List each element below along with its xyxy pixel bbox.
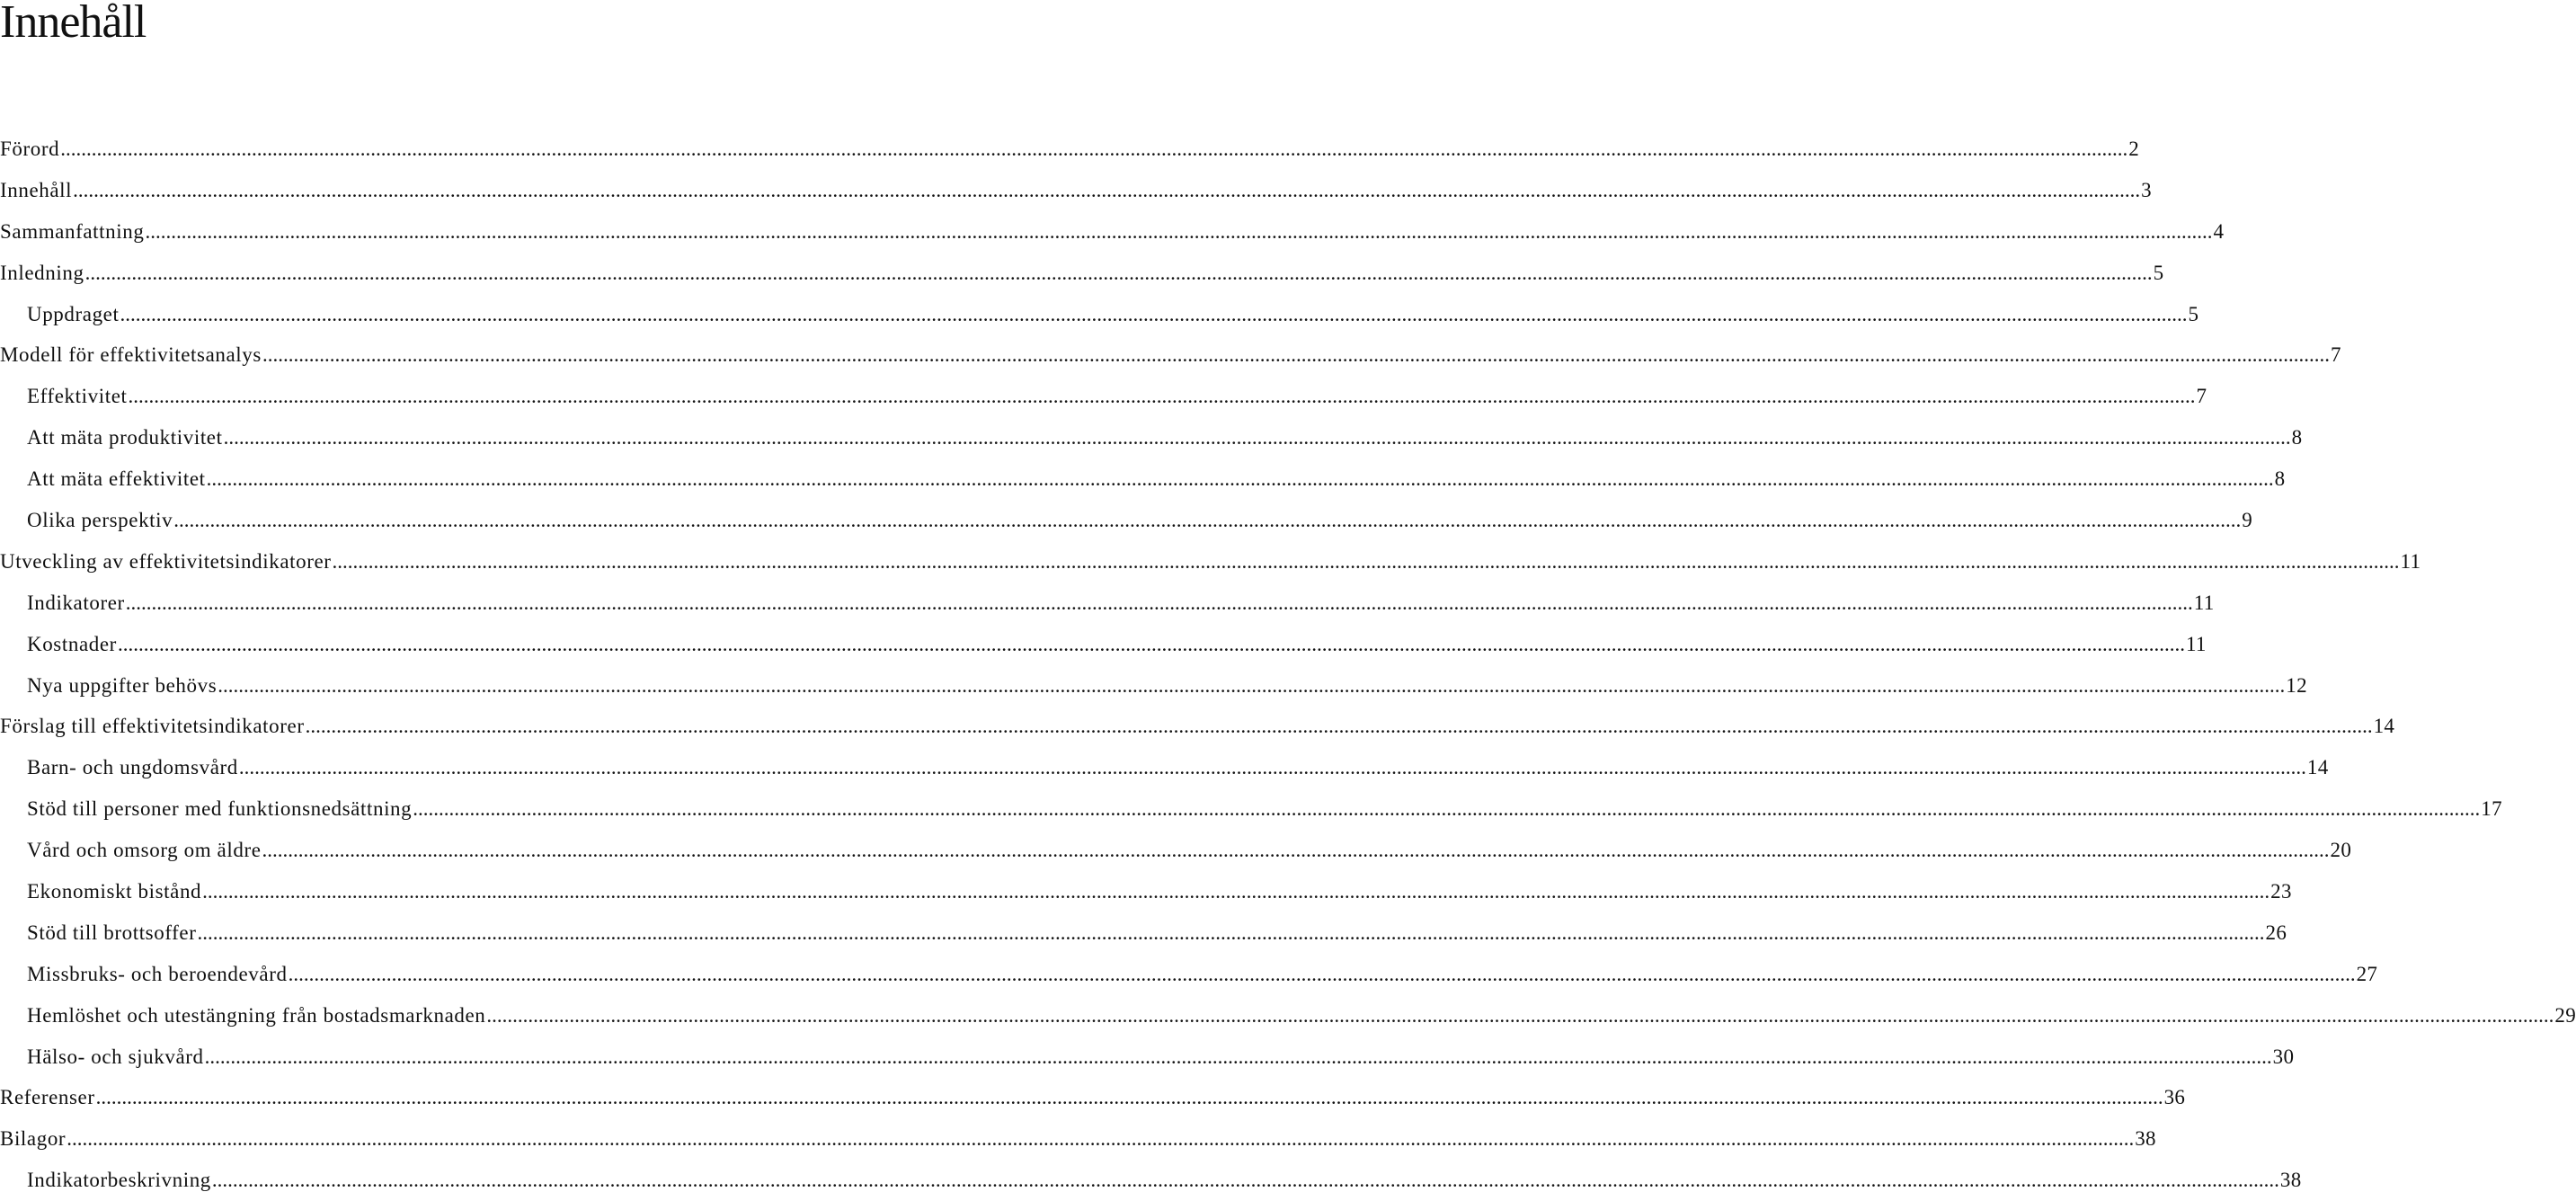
toc-entry-label: Modell för effektivitetsanalys <box>0 343 262 367</box>
toc-entry[interactable] <box>0 500 2253 541</box>
toc-entry-label: Olika perspektiv <box>27 509 173 532</box>
toc-entry[interactable] <box>0 1160 2302 1201</box>
toc-entry[interactable] <box>0 1077 2186 1118</box>
toc-entry-label: Hemlöshet och utestängning från bostadsmarknaden <box>27 1003 486 1027</box>
toc-entry[interactable] <box>0 706 2395 747</box>
toc-entry[interactable] <box>0 129 2140 170</box>
toc-leader-dots: ................................................................................................................................................................................................................................................................................................................................................................................................................ <box>305 715 2373 738</box>
toc-entry[interactable] <box>0 376 2207 417</box>
toc-entry-page-number: 7 <box>2196 385 2207 408</box>
toc-entry-label: Vård och omsorg om äldre <box>27 839 262 862</box>
toc-entry[interactable] <box>0 1118 2156 1160</box>
toc-entry[interactable] <box>0 458 2286 500</box>
page-title: Innehåll <box>0 0 147 48</box>
toc-entry-label: Utveckling av effektivitetsindikatorer <box>0 549 332 573</box>
toc-entry-page-number: 11 <box>2185 632 2207 655</box>
toc-entry-page-number: 20 <box>2330 839 2352 862</box>
toc-entry-label: Att mäta effektivitet <box>27 467 206 491</box>
toc-entry-page-number: 5 <box>2153 261 2164 284</box>
toc-entry[interactable] <box>0 253 2164 294</box>
toc-entry-page-number: 26 <box>2265 921 2287 944</box>
toc-leader-dots: ................................................................................................................................................................................................................................................................................................................................................................................................................ <box>173 509 2242 532</box>
toc-entry[interactable] <box>0 1036 2295 1078</box>
toc-entry-label: Ekonomiskt bistånd <box>27 880 202 903</box>
toc-entry-page-number: 5 <box>2188 302 2199 325</box>
toc-entry-label: Missbruks- och beroendevård <box>27 962 288 985</box>
toc-entry[interactable] <box>0 624 2207 665</box>
toc-entry[interactable] <box>0 417 2303 458</box>
toc-entry[interactable] <box>0 583 2215 624</box>
toc-entry-label: Förslag till effektivitetsindikatorer <box>0 715 305 738</box>
toc-entry-page-number: 8 <box>2291 426 2303 449</box>
table-of-contents <box>0 129 2576 1201</box>
toc-entry-page-number: 11 <box>2400 549 2421 573</box>
toc-entry-page-number: 29 <box>2554 1003 2576 1027</box>
toc-leader-dots: ................................................................................................................................................................................................................................................................................................................................................................................................................ <box>218 673 2286 697</box>
toc-entry-label: Referenser <box>0 1086 95 1109</box>
toc-entry-page-number: 30 <box>2272 1045 2295 1068</box>
toc-entry[interactable] <box>0 954 2378 995</box>
toc-leader-dots: ................................................................................................................................................................................................................................................................................................................................................................................................................ <box>67 1127 2135 1151</box>
toc-entry-page-number: 9 <box>2242 509 2253 532</box>
toc-entry[interactable] <box>0 170 2152 211</box>
toc-entry-page-number: 14 <box>2373 715 2395 738</box>
toc-entry[interactable] <box>0 334 2341 376</box>
toc-entry-label: Indikatorer <box>27 591 125 614</box>
toc-entry-page-number: 4 <box>2213 219 2225 243</box>
toc-entry-label: Barn- och ungdomsvård <box>27 756 238 779</box>
toc-entry-label: Indikatorbeskrivning <box>27 1169 211 1192</box>
toc-leader-dots: ................................................................................................................................................................................................................................................................................................................................................................................................................ <box>486 1003 2554 1027</box>
toc-leader-dots: ................................................................................................................................................................................................................................................................................................................................................................................................................ <box>288 962 2356 985</box>
toc-entry-label: Att mäta produktivitet <box>27 426 223 449</box>
toc-entry-page-number: 12 <box>2286 673 2307 697</box>
toc-entry-label: Uppdraget <box>27 302 120 325</box>
toc-entry-label: Nya uppgifter behövs <box>27 673 218 697</box>
toc-leader-dots: ................................................................................................................................................................................................................................................................................................................................................................................................................ <box>262 839 2330 862</box>
toc-entry-label: Innehåll <box>0 178 73 201</box>
toc-entry-label: Sammanfattning <box>0 219 145 243</box>
toc-entry[interactable] <box>0 995 2576 1036</box>
toc-entry-page-number: 3 <box>2141 178 2152 201</box>
toc-entry-page-number: 36 <box>2163 1086 2186 1109</box>
toc-leader-dots: ................................................................................................................................................................................................................................................................................................................................................................................................................ <box>125 591 2193 614</box>
toc-leader-dots: ................................................................................................................................................................................................................................................................................................................................................................................................................ <box>262 343 2330 367</box>
toc-entry[interactable] <box>0 788 2502 830</box>
toc-leader-dots: ................................................................................................................................................................................................................................................................................................................................................................................................................ <box>95 1086 2163 1109</box>
toc-leader-dots: ................................................................................................................................................................................................................................................................................................................................................................................................................ <box>413 797 2481 821</box>
toc-entry[interactable] <box>0 830 2352 871</box>
toc-entry[interactable] <box>0 912 2287 954</box>
toc-entry-page-number: 8 <box>2274 467 2286 491</box>
toc-leader-dots: ................................................................................................................................................................................................................................................................................................................................................................................................................ <box>238 756 2306 779</box>
toc-leader-dots: ................................................................................................................................................................................................................................................................................................................................................................................................................ <box>120 302 2188 325</box>
toc-entry-label: Stöd till personer med funktionsnedsättning <box>27 797 413 821</box>
toc-entry-page-number: 27 <box>2356 962 2378 985</box>
toc-leader-dots: ................................................................................................................................................................................................................................................................................................................................................................................................................ <box>145 219 2213 243</box>
toc-entry[interactable] <box>0 665 2307 707</box>
toc-entry[interactable] <box>0 211 2225 253</box>
toc-leader-dots: ................................................................................................................................................................................................................................................................................................................................................................................................................ <box>117 632 2185 655</box>
toc-entry-label: Hälso- och sjukvård <box>27 1045 204 1068</box>
toc-leader-dots: ................................................................................................................................................................................................................................................................................................................................................................................................................ <box>84 261 2153 284</box>
toc-entry-label: Kostnader <box>27 632 117 655</box>
toc-entry-page-number: 17 <box>2481 797 2502 821</box>
toc-entry-page-number: 7 <box>2330 343 2341 367</box>
toc-leader-dots: ................................................................................................................................................................................................................................................................................................................................................................................................................ <box>128 385 2196 408</box>
toc-leader-dots: ................................................................................................................................................................................................................................................................................................................................................................................................................ <box>204 1045 2272 1068</box>
toc-entry-page-number: 2 <box>2128 138 2140 160</box>
toc-entry-page-number: 23 <box>2270 880 2292 903</box>
toc-entry-label: Bilagor <box>0 1127 67 1151</box>
toc-entry[interactable] <box>0 541 2421 583</box>
toc-entry-page-number: 14 <box>2306 756 2329 779</box>
toc-entry-page-number: 11 <box>2193 591 2215 614</box>
toc-entry-label: Stöd till brottsoffer <box>27 921 197 944</box>
toc-entry[interactable] <box>0 294 2199 335</box>
toc-entry-label: Förord <box>0 138 60 160</box>
toc-entry[interactable] <box>0 747 2329 788</box>
toc-leader-dots: ................................................................................................................................................................................................................................................................................................................................................................................................................ <box>223 426 2291 449</box>
toc-leader-dots: ................................................................................................................................................................................................................................................................................................................................................................................................................ <box>206 467 2274 491</box>
toc-entry[interactable] <box>0 871 2292 912</box>
toc-entry-page-number: 38 <box>2279 1169 2302 1192</box>
toc-leader-dots: ................................................................................................................................................................................................................................................................................................................................................................................................................ <box>211 1169 2279 1192</box>
toc-leader-dots: ................................................................................................................................................................................................................................................................................................................................................................................................................ <box>202 880 2270 903</box>
toc-leader-dots: ................................................................................................................................................................................................................................................................................................................................................................................................................ <box>332 549 2400 573</box>
toc-leader-dots: ................................................................................................................................................................................................................................................................................................................................................................................................................ <box>73 178 2141 201</box>
toc-entry-label: Inledning <box>0 261 84 284</box>
toc-entry-label: Effektivitet <box>27 385 128 408</box>
toc-leader-dots: ................................................................................................................................................................................................................................................................................................................................................................................................................ <box>60 138 2128 160</box>
toc-leader-dots: ................................................................................................................................................................................................................................................................................................................................................................................................................ <box>197 921 2265 944</box>
toc-entry-page-number: 38 <box>2135 1127 2156 1151</box>
